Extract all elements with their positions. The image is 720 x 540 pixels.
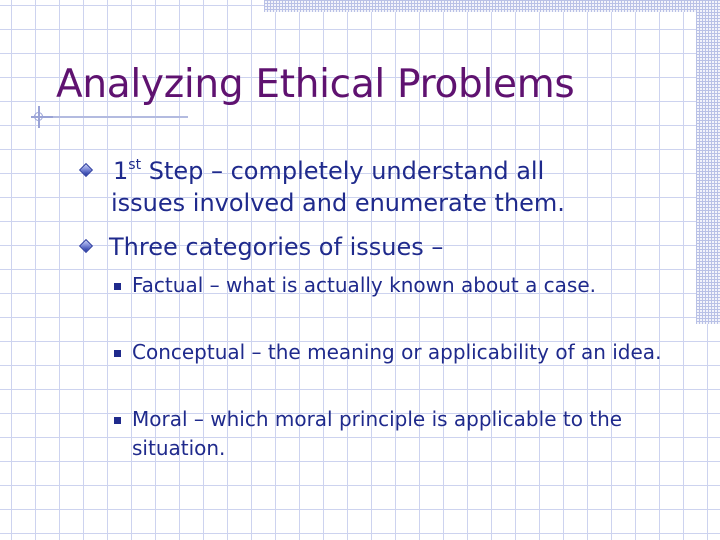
decorative-grid-column xyxy=(696,0,720,324)
sub-bullet-factual xyxy=(132,271,672,300)
sub-bullet-text: Moral – which moral principle is applicable to the situation. xyxy=(132,407,623,460)
sub-bullet-moral xyxy=(132,405,672,463)
bullet-first-step-line2: issues involved and enumerate them. xyxy=(111,189,565,217)
bullet-first-step xyxy=(103,155,683,219)
title-underline xyxy=(40,116,188,118)
bullet-categories-text: Three categories of issues – xyxy=(109,233,444,261)
sub-bullet-text: Factual – what is actually known about a case. xyxy=(132,273,597,297)
diamond-bullet-icon xyxy=(79,239,93,253)
sub-bullet-text: Conceptual – the meaning or applicability of an idea. xyxy=(132,340,662,364)
decorative-grid-band xyxy=(264,0,720,12)
square-bullet-icon xyxy=(114,417,121,424)
slide-title: Analyzing Ethical Problems xyxy=(56,62,575,107)
bullet-categories xyxy=(103,231,683,263)
square-bullet-icon xyxy=(114,283,121,290)
diamond-bullet-icon xyxy=(79,163,93,177)
square-bullet-icon xyxy=(114,350,121,357)
bullet-first-step-line1: 1st Step – completely understand all xyxy=(113,157,545,185)
crosshair-icon xyxy=(31,106,53,128)
sub-bullet-conceptual xyxy=(132,338,672,367)
